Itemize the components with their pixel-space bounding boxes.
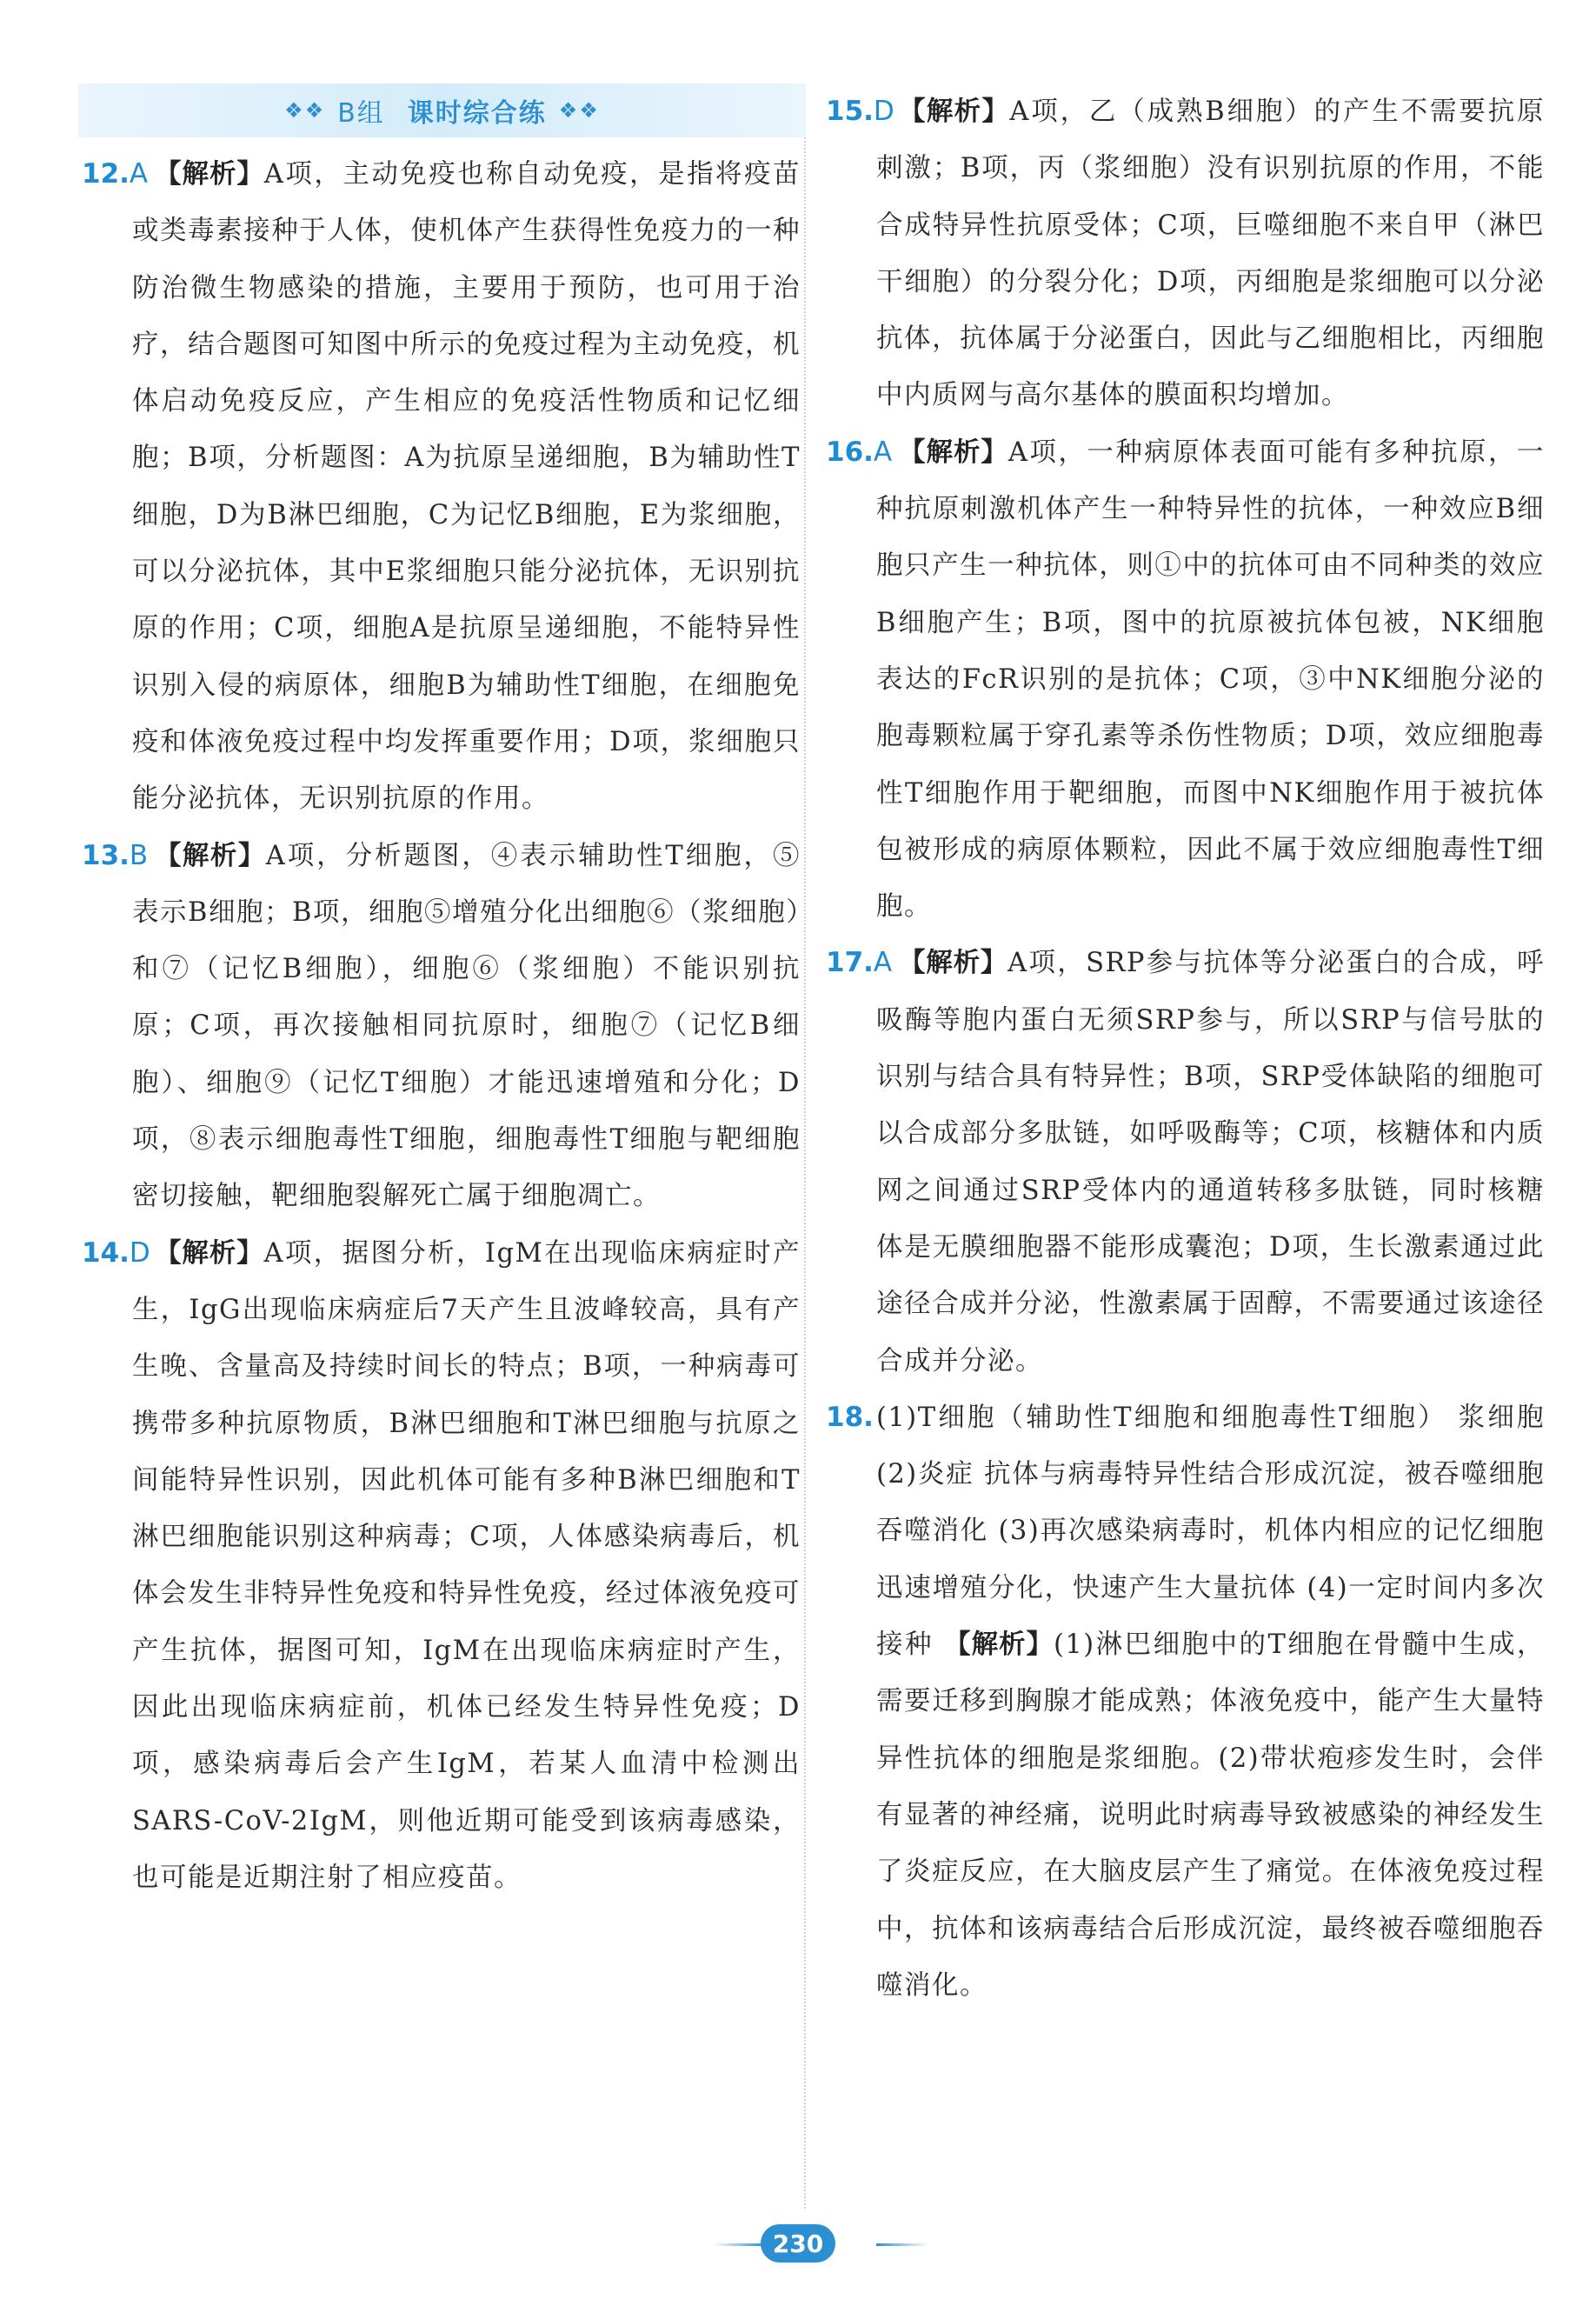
answer-text: A项，据图分析，IgM在出现临床病症时产生，IgG出现临床病症后7天产生且波峰较高，具有产生晚、含量高及持续时间长的特点；B项，一种病毒可携带多种抗原物质，B淋巴细胞和T淋巴细胞与抗原之间能特异性识别，因此机体可能有多种B淋巴细胞和T淋巴细胞能识别这种病毒；C项，人体感染病毒后，机体会发生非特异性免疫和特异性免疫，经过体液免疫可产生抗体，据图可知，IgM在出现临床病症时产生，因此出现临床病症前，机体已经发生特异性免疫；D项，感染病毒后会产生IgM，若某人血清中检测出SARS-CoV-2IgM，则他近期可能受到该病毒感染，也可能是近期注射了相应疫苗。: [132, 1237, 801, 1893]
answer-number: 17.A: [826, 947, 893, 979]
analysis-tag: 【解析】: [155, 840, 266, 871]
analysis-tag: 【解析】: [899, 437, 1008, 468]
answer-text: A项，分析题图，④表示辅助性T细胞，⑤表示B细胞；B项，细胞⑤增殖分化出细胞⑥（浆细胞）和⑦（记忆B细胞），细胞⑥（浆细胞）不能识别抗原；C项，再次接触相同抗原时，细胞⑦（记忆B细胞）、细胞⑨（记忆T细胞）才能迅速增殖和分化；D项，⑧表示细胞毒性T细胞，细胞毒性T细胞与靶细胞密切接触，靶细胞裂解死亡属于细胞凋亡。: [132, 840, 801, 1212]
answer-letter: A: [873, 947, 893, 979]
analysis-tag: 【解析】: [899, 97, 1010, 127]
answer-letter: A: [129, 158, 149, 190]
answer-12: [83, 146, 801, 828]
answer-number: 13.B: [82, 839, 149, 871]
answer-text: A项，一种病原体表面可能有多种抗原，一种抗原刺激机体产生一种特异性的抗体，一种效应B细胞只产生一种抗体，则①中的抗体可由不同种类的效应B细胞产生；B项，图中的抗原被抗体包被，NK细胞表达的FcR识别的是抗体；C项，③中NK细胞分泌的胞毒颗粒属于穿孔素等杀伤性物质；D项，效应细胞毒性T细胞作用于靶细胞，而图中NK细胞作用于被抗体包被形成的病原体颗粒，因此不属于效应细胞毒性T细胞。: [876, 437, 1545, 923]
page-number: 230: [761, 2224, 835, 2263]
answer-text: A项，主动免疫也称自动免疫，是指将疫苗或类毒素接种于人体，使机体产生获得性免疫力的一种防治微生物感染的措施，主要用于预防，也可用于治疗，结合题图可知图中所示的免疫过程为主动免疫，机体启动免疫反应，产生相应的免疫活性物质和记忆细胞；B项，分析题图：A为抗原呈递细胞，B为辅助性T细胞，D为B淋巴细胞，C为记忆B细胞，E为浆细胞，可以分泌抗体，其中E浆细胞只能分泌抗体，无识别抗原的作用；C项，细胞A是抗原呈递细胞，不能特异性识别入侵的病原体，细胞B为辅助性T细胞，在细胞免疫和体液免疫过程中均发挥重要作用；D项，浆细胞只能分泌抗体，无识别抗原的作用。: [132, 159, 801, 815]
answer-17: [828, 935, 1545, 1389]
left-column: [83, 83, 801, 1906]
answer-letter: D: [873, 96, 894, 127]
analysis-tag: 【解析】: [899, 948, 1008, 979]
answer-number: 16.A: [826, 436, 893, 468]
answer-text: A项，乙（成熟B细胞）的产生不需要抗原刺激；B项，丙（浆细胞）没有识别抗原的作用，不能合成特异性抗原受体；C项，巨噬细胞不来自甲（淋巴干细胞）的分裂分化；D项，丙细胞是浆细胞可以分泌抗体，抗体属于分泌蛋白，因此与乙细胞相比，丙细胞中内质网与高尔基体的膜面积均增加。: [876, 97, 1545, 411]
answer-13: [83, 828, 801, 1225]
section-header: [78, 83, 806, 137]
answer-text: A项，SRP参与抗体等分泌蛋白的合成，呼吸酶等胞内蛋白无须SRP参与，所以SRP与信号肽的识别与结合具有特异性；B项，SRP受体缺陷的细胞可以合成部分多肽链，如呼吸酶等；C项，核糖体和内质网之间通过SRP受体内的通道转移多肽链，同时核糖体是无膜细胞器不能形成囊泡；D项，生长激素通过此途径合成并分泌，性激素属于固醇，不需要通过该途径合成并分泌。: [876, 948, 1546, 1376]
answer-fill-text: (1)T细胞（辅助性T细胞和细胞毒性T细胞） 浆细胞 (2)炎症 抗体与病毒特异性结合形成沉淀，被吞噬细胞吞噬消化 (3)再次感染病毒时，机体内相应的记忆细胞迅速增殖分化，快速产生大量抗体 (4)一定时间内多次接种: [876, 1402, 1545, 1661]
analysis-tag: 【解析】: [944, 1630, 1054, 1661]
diamond-deco-icon-left: ❖❖: [284, 98, 326, 123]
section-title: 课时综合练: [407, 98, 547, 129]
answer-16: [828, 424, 1545, 936]
column-divider: [804, 91, 806, 2209]
answer-18: [828, 1390, 1545, 2014]
answer-number: 14.D: [82, 1236, 150, 1269]
page-number-line-right: [876, 2243, 928, 2246]
analysis-tag: 【解析】: [155, 1237, 264, 1269]
answer-letter: B: [129, 839, 149, 871]
answer-15: [828, 83, 1545, 424]
answer-letter: D: [129, 1236, 150, 1269]
right-column: [828, 83, 1545, 2014]
answer-14: [83, 1225, 801, 1907]
answer-letter: A: [873, 436, 893, 468]
answer-number: 18.: [826, 1401, 874, 1433]
answer-number: 15.D: [826, 96, 894, 127]
answer-analysis-text: (1)淋巴细胞中的T细胞在骨髓中生成，需要迁移到胸腺才能成熟；体液免疫中，能产生大量特异性抗体的细胞是浆细胞。(2)带状疱疹发生时，会伴有显著的神经痛，说明此时病毒导致被感染的神经发生了炎症反应，在大脑皮层产生了痛觉。在体液免疫过程中，抗体和该病毒结合后形成沉淀，最终被吞噬细胞吞噬消化。: [876, 1630, 1546, 2001]
section-group: B组: [337, 98, 385, 129]
page-number-line-left: [713, 2243, 765, 2246]
answer-number: 12.A: [82, 158, 149, 190]
analysis-tag: 【解析】: [155, 159, 264, 190]
diamond-deco-icon-right: ❖❖: [558, 98, 600, 123]
